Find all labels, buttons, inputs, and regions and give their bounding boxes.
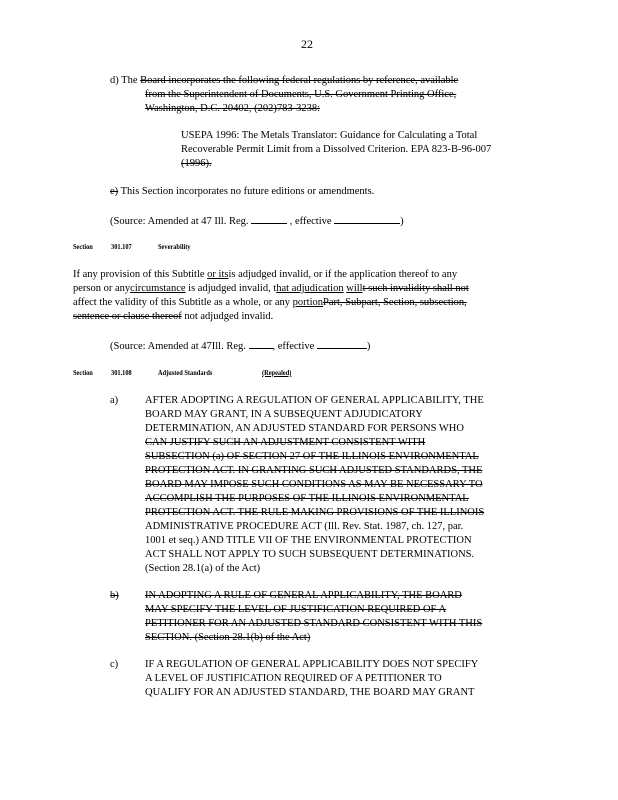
source-1-reg-blank (251, 213, 287, 224)
usepa-line-1: USEPA 1996: The Metals Translator: Guidance for Calculating a Total (181, 130, 478, 141)
item-b-label: b) (110, 590, 119, 601)
section-301-108-title: Adjusted Standards (158, 368, 213, 377)
item-b-line-1: IN ADOPTING A RULE OF GENERAL APPLICABILITY, THE BOARD (145, 590, 462, 601)
page-number: 22 (301, 37, 313, 51)
source-note-2 (110, 338, 370, 354)
source-2-reg: Ill. Reg. (211, 341, 246, 352)
para-d-label: d) The (110, 75, 138, 86)
item-b-line-2: MAY SPECIFY THE LEVEL OF JUSTIFICATION REQUIRED OF A (145, 604, 447, 615)
item-a-line-6: PROTECTION ACT. IN GRANTING SUCH ADJUSTED STANDARDS, THE (145, 465, 483, 476)
item-a-line-7: BOARD MAY IMPOSE SUCH CONDITIONS AS MAY BE NECESSARY TO (145, 479, 483, 490)
para-e-text: This Section incorporates no future editions or amendments. (120, 186, 375, 197)
source-2-effective: , effective (272, 341, 315, 352)
section-301-107-title: Severability (158, 242, 191, 251)
item-c-line-3: QUALIFY FOR AN ADJUSTED STANDARD, THE BOARD MAY GRANT (145, 687, 475, 698)
item-a-line-2: BOARD MAY GRANT, IN A SUBSEQUENT ADJUDICATORY (145, 409, 423, 420)
section-301-108-repealed: (Repealed) (262, 368, 292, 377)
para-e (110, 185, 374, 199)
item-a-line-11: 1001 et seq.) AND TITLE VII OF THE ENVIRONMENTAL PROTECTION (145, 535, 472, 546)
item-a-line-4: CAN JUSTIFY SUCH AN ADJUSTMENT CONSISTENT WITH (145, 437, 426, 448)
sev-l1c: is adjudged invalid, or if the application thereof to any (228, 269, 458, 280)
item-c-label: c) (110, 659, 119, 670)
source-1-date-blank (334, 213, 400, 224)
source-1-suffix: ) (400, 216, 404, 227)
item-c-line-1: IF A REGULATION OF GENERAL APPLICABILITY DOES NOT SPECIFY (145, 659, 479, 670)
sev-l3c: Part, Subpart, Section, subsection, (323, 297, 467, 308)
item-a-line-12: ACT SHALL NOT APPLY TO SUCH SUBSEQUENT DETERMINATIONS. (145, 549, 475, 560)
item-a-line-5: SUBSECTION (a) OF SECTION 27 OF THE ILLINOIS ENVIRONMENTAL (145, 451, 479, 462)
para-d-line-1 (110, 74, 458, 88)
sev-l3b: portion (292, 297, 324, 308)
para-e-struck-label: e) (110, 186, 119, 197)
sev-l2c: is adjudged invalid, t (188, 283, 277, 294)
source-1-effective: , effective (289, 216, 332, 227)
severability-line-2 (73, 282, 469, 296)
usepa-line-3: (1996). (181, 158, 212, 169)
sev-l4a: sentence or clause thereof (73, 311, 182, 322)
sev-l1a: If any provision of this Subtitle (73, 269, 205, 280)
item-b-line-3: PETITIONER FOR AN ADJUSTED STANDARD CONSISTENT WITH THIS (145, 618, 483, 629)
section-301-108-number: 301.108 (111, 368, 132, 377)
sev-l2e: will (346, 283, 363, 294)
section-301-107-label: Section (73, 242, 93, 251)
para-d-line-3: Washington, D.C. 20402, (202)783-3238: (145, 103, 321, 114)
item-a-line-9: PROTECTION ACT. THE RULE MAKING PROVISIONS OF THE ILLINOIS (145, 507, 485, 518)
item-a-line-3: DETERMINATION, AN ADJUSTED STANDARD FOR PERSONS WHO (145, 423, 464, 434)
sev-l1b: or its (207, 269, 229, 280)
item-a-line-8: ACCOMPLISH THE PURPOSES OF THE ILLINOIS ENVIRONMENTAL (145, 493, 469, 504)
source-2-prefix: (Source: Amended at 47 (110, 341, 212, 352)
sev-l2d: hat adjudication (276, 283, 344, 294)
source-note-1 (110, 213, 404, 229)
usepa-line-2: Recoverable Permit Limit from a Dissolved Criterion. EPA 823-B-96-007 (181, 144, 492, 155)
item-a-line-13: (Section 28.1(a) of the Act) (145, 563, 261, 574)
source-2-date-blank (317, 338, 367, 349)
sev-l4b: not adjudged invalid. (184, 311, 274, 322)
item-b-line-4: SECTION. (Section 28.1(b) of the Act) (145, 632, 311, 643)
source-2-reg-blank (249, 338, 273, 349)
item-a-line-10: ADMINISTRATIVE PROCEDURE ACT (Ill. Rev. Stat. 1987, ch. 127, par. (145, 521, 464, 532)
sev-l2b: circumstance (130, 283, 186, 294)
item-a-line-1: AFTER ADOPTING A REGULATION OF GENERAL APPLICABILITY, THE (145, 395, 484, 406)
para-d-struck-line-1: Board incorporates the following federal regulations by reference, available (140, 75, 459, 86)
severability-line-1 (73, 268, 457, 282)
section-301-107-number: 301.107 (111, 242, 132, 251)
sev-l2a: person or any (73, 283, 131, 294)
para-d-line-2: from the Superintendent of Documents, U.S. Government Printing Office, (145, 89, 457, 100)
item-a-label: a) (110, 395, 119, 406)
source-1-prefix: (Source: Amended at 47 Ill. Reg. (110, 216, 249, 227)
sev-l2f: t such invalidity shall not (362, 283, 469, 294)
source-2-suffix: ) (366, 341, 371, 352)
severability-line-3 (73, 296, 467, 310)
severability-line-4 (73, 310, 273, 324)
section-301-108-label: Section (73, 368, 93, 377)
item-c-line-2: A LEVEL OF JUSTIFICATION REQUIRED OF A PETITIONER TO (145, 673, 442, 684)
sev-l3a: affect the validity of this Subtitle as a whole, or any (73, 297, 291, 308)
